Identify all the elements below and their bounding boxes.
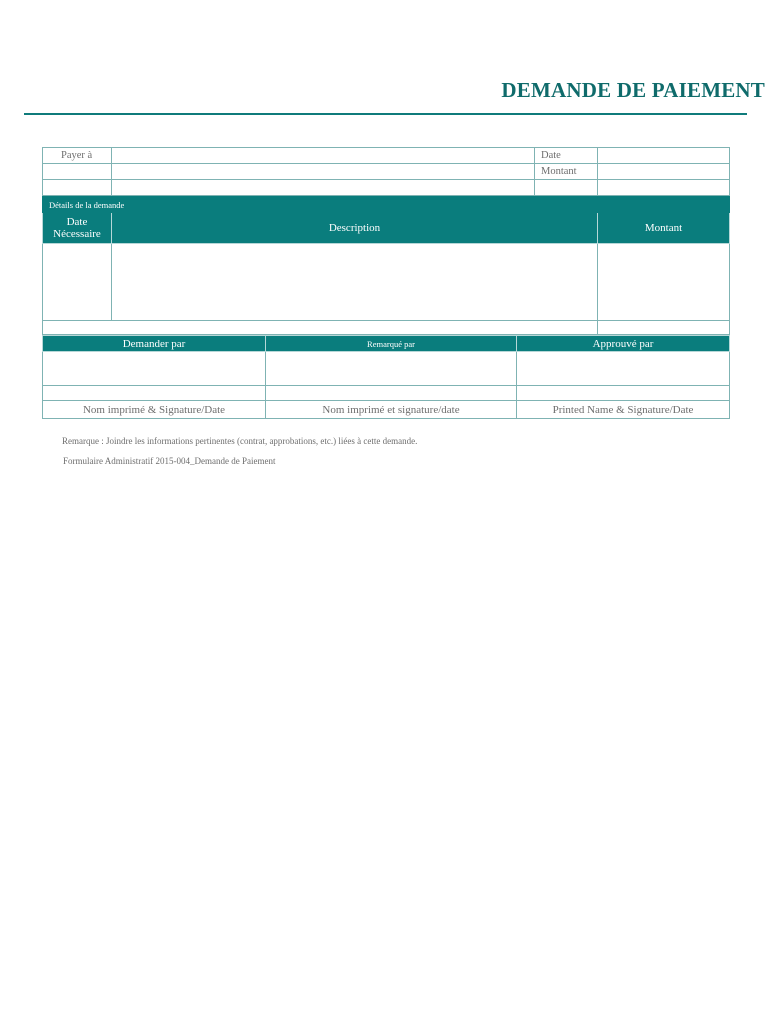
amount-field[interactable] (598, 164, 730, 180)
details-section-label: Détails de la demande (43, 197, 730, 213)
header-fields-table (42, 147, 730, 196)
approved-by-header: Approuvé par (517, 336, 730, 352)
extra-label-cell (535, 180, 598, 196)
pay-to-label: Payer à (43, 148, 112, 164)
date-field[interactable] (598, 148, 730, 164)
approved-by-line[interactable] (517, 386, 730, 401)
total-amount-cell[interactable] (598, 321, 730, 335)
description-cell[interactable] (112, 244, 598, 321)
title-divider (24, 113, 747, 115)
pay-to-field-line-2[interactable] (43, 164, 112, 180)
requested-by-header: Demander par (43, 336, 266, 352)
details-total-spacer (43, 321, 598, 335)
date-needed-cell[interactable] (43, 244, 112, 321)
payment-request-form (42, 147, 729, 419)
requested-signature-caption: Nom imprimé & Signature/Date (43, 401, 266, 419)
amount-label: Montant (535, 164, 598, 180)
reviewed-by-line[interactable] (266, 386, 517, 401)
details-table (42, 196, 730, 335)
amount-header: Montant (598, 213, 730, 244)
date-needed-header: Date Nécessaire (43, 213, 112, 244)
approved-by-field[interactable] (517, 352, 730, 386)
reviewed-signature-caption: Nom imprimé et signature/date (266, 401, 517, 419)
pay-to-field-line-3[interactable] (43, 180, 112, 196)
page-title: DEMANDE DE PAIEMENT (501, 78, 765, 102)
form-reference-footer: Formulaire Administratif 2015-004_Demande de Paiement (63, 456, 276, 466)
attachment-note: Remarque : Joindre les informations pertinentes (contrat, approbations, etc.) liées à cette demande. (62, 436, 418, 446)
date-label: Date (535, 148, 598, 164)
amount-cell[interactable] (598, 244, 730, 321)
requested-by-line[interactable] (43, 386, 266, 401)
reviewed-by-header: Remarqué par (266, 336, 517, 352)
reviewed-by-field[interactable] (266, 352, 517, 386)
pay-to-field-wide-2[interactable] (112, 164, 535, 180)
extra-field[interactable] (598, 180, 730, 196)
pay-to-field-wide-3[interactable] (112, 180, 535, 196)
approved-signature-caption: Printed Name & Signature/Date (517, 401, 730, 419)
approvals-table (42, 335, 730, 419)
pay-to-field[interactable] (112, 148, 535, 164)
description-header: Description (112, 213, 598, 244)
requested-by-field[interactable] (43, 352, 266, 386)
